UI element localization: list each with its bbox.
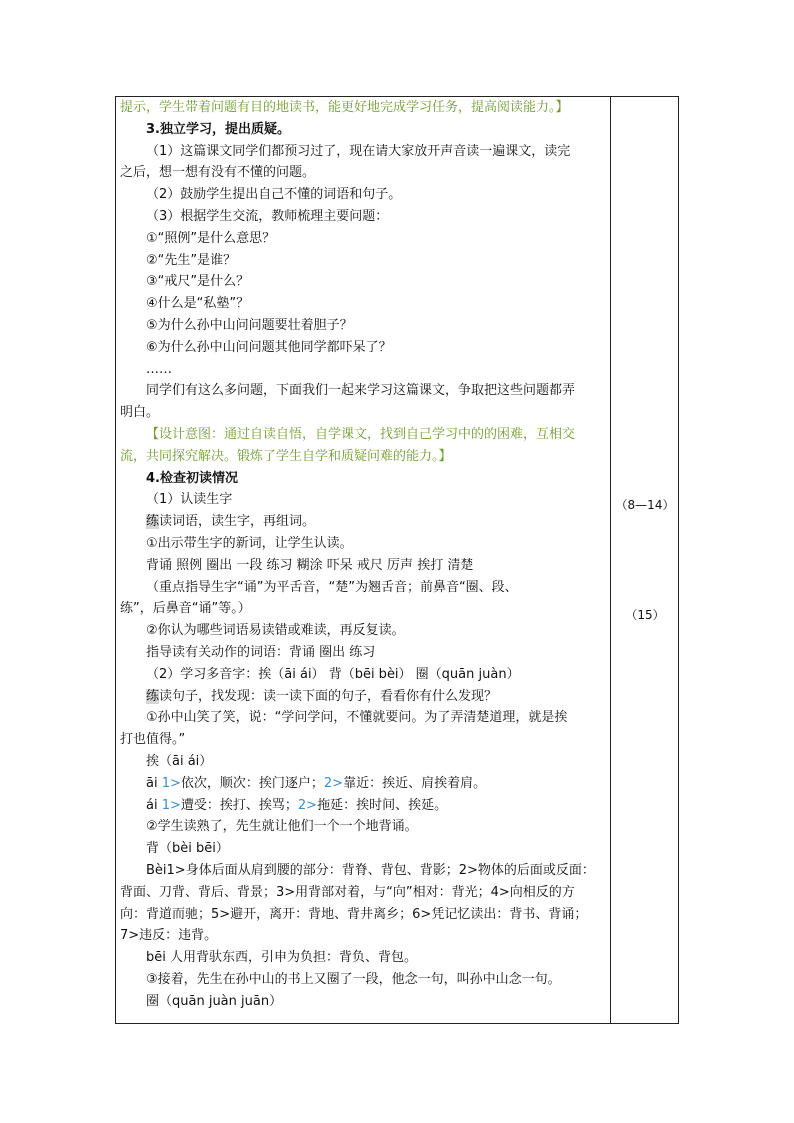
text-line: bēi 人用背驮东西，引申为负担：背负、背包。 (146, 950, 417, 966)
text-line: （1）认读生字 (146, 492, 233, 508)
text-line: 提示，学生带着问题有目的地读书，能更好地完成学习任务，提高阅读能力。】 (120, 100, 569, 115)
time-note: （15） (625, 608, 665, 622)
text-line: ①出示带生字的新词，让学生认读。 (146, 536, 353, 551)
text-line: āi 1>依次，顺次：挨门逐户；2>靠近：挨近、肩挨着肩。 (146, 775, 487, 791)
text-line: 4.检查初读情况 (146, 470, 238, 486)
text-line: ④什么是“私塾”？ (146, 296, 250, 312)
text-line: ③“戒尺”是什么？ (146, 274, 250, 290)
text-line: 之后，想一想有没有不懂的问题。 (120, 165, 316, 181)
text-line: ⑤为什么孙中山问问题要壮着胆子？ (146, 318, 353, 333)
text-line: 7>违反：违背。 (120, 928, 218, 944)
text-line: ②学生读熟了，先生就让他们一个一个地背诵。 (146, 819, 418, 835)
text-line: 圈（quān juàn juān） (146, 993, 283, 1009)
table-column-divider (610, 96, 611, 1024)
text-line: ái 1>遭受：挨打、挨骂；2>拖延：挨时间、挨延。 (146, 797, 448, 813)
text-line: ①“照例”是什么意思？ (146, 230, 276, 246)
text-line: 练”，后鼻音“诵”等。） (120, 601, 251, 617)
text-line: 明白。 (120, 405, 160, 421)
text-line: 同学们有这么多问题，下面我们一起来学习这篇课文，争取把这些问题都弄 (146, 383, 576, 399)
text-line: ②“先生”是谁？ (146, 252, 237, 268)
text-line: 流，共同探究解决。锻炼了学生自学和质疑问难的能力。】 (120, 448, 452, 464)
highlighted-char: 练 (146, 514, 160, 530)
text-line: （1）这篇课文同学们都预习过了，现在请大家放开声音读一遍课文，读完 (146, 143, 571, 159)
text-line: 3.独立学习，提出质疑。 (146, 121, 290, 137)
text-line: ③接着，先生在孙中山的书上又圈了一段，他念一句，叫孙中山念一句。 (146, 972, 561, 987)
text-line: …… (146, 361, 172, 377)
text-line: 【设计意图：通过自读自悟，自学课文，找到自己学习中的的困难，互相交 (146, 427, 576, 442)
text-line: 挨（āi ái） (146, 754, 213, 769)
text-line: 练读词语，读生字，再组词。 (146, 514, 316, 530)
highlighted-char: 练 (146, 688, 160, 704)
text-line: 背（bèi bēi） (146, 841, 229, 857)
text-line: （重点指导生字“诵”为平舌音，“楚”为翘舌音；前鼻音“圈、段、 (146, 579, 518, 595)
text-line: 背面、刀背、背后、背景；3>用背部对着，与“向”相对：背光；4>向相反的方 (120, 884, 575, 900)
text-line: （3）根据学生交流，教师梳理主要问题： (146, 209, 389, 224)
text-line: ①孙中山笑了笑，说：“学问学问，不懂就要问。为了弄清楚道理，就是挨 (146, 710, 568, 726)
text-line: （2）学习多音字：挨（āi ái） 背（bēi bèi） 圈（quān juàn） (146, 666, 520, 682)
text-line: 向：背道而驰；5>避开，离开：背地、背井离乡；6>凭记忆读出：背书、背诵； (120, 906, 588, 922)
text-line: 背诵 照例 圈出 一段 练习 糊涂 吓呆 戒尺 厉声 挨打 清楚 (146, 557, 474, 573)
text-line: ②你认为哪些词语易读错或难读，再反复读。 (146, 623, 405, 639)
text-line: 打也值得。” (120, 732, 186, 748)
text-line: （2）鼓励学生提出自己不懂的词语和句子。 (146, 187, 402, 203)
text-line: 指导读有关动作的词语：背诵 圈出 练习 (146, 645, 376, 660)
text-line: ⑥为什么孙中山问问题其他同学都吓呆了？ (146, 339, 392, 355)
text-line: 练读句子，找发现：读一读下面的句子，看看你有什么发现？ (146, 688, 498, 704)
time-note: （8—14） (615, 498, 675, 512)
text-line: Bèi1>身体后面从肩到腰的部分：背脊、背包、背影；2>物体的后面或反面： (146, 863, 595, 878)
